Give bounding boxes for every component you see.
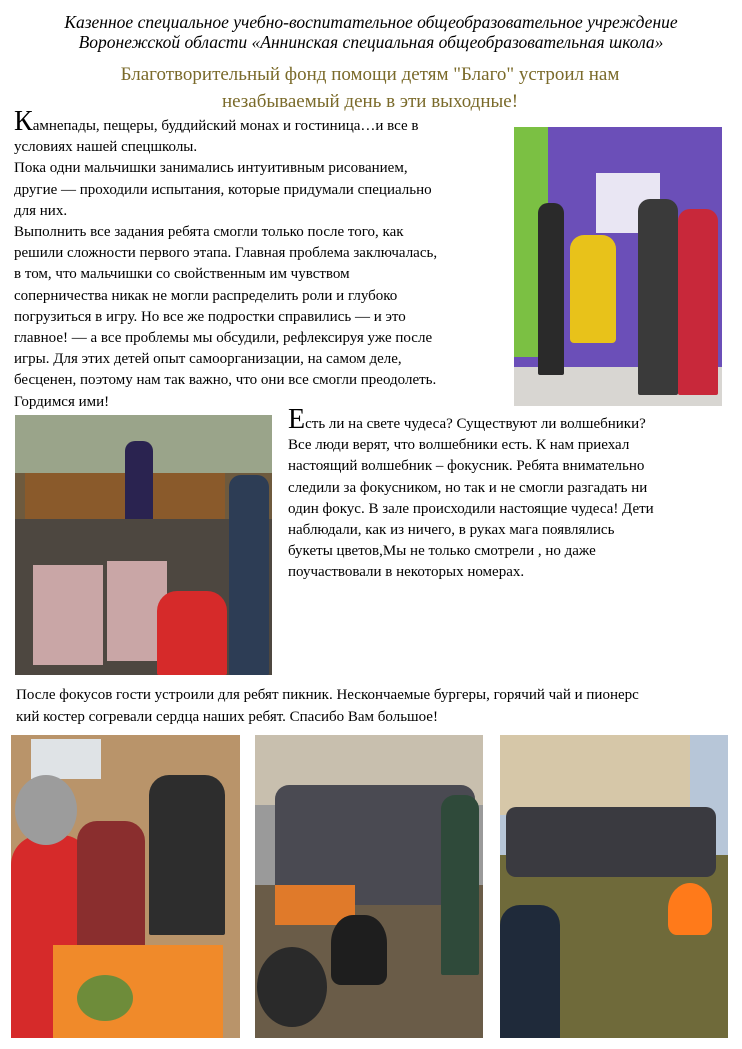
photo-crowd <box>506 807 716 877</box>
drop-cap-k: К <box>14 106 33 137</box>
photo-person <box>638 199 678 395</box>
p1-line: амнепады, пещеры, буддийский монах и гостиница…и все в <box>32 118 419 134</box>
paragraph-magician <box>288 404 730 584</box>
photo-person <box>441 795 479 975</box>
photo-red-jacket <box>157 591 227 675</box>
drop-cap-e: Е <box>288 404 306 435</box>
photo-bonfire <box>500 735 728 1038</box>
p2-line: настоящий волшебник – фокусник. Ребята внимательно <box>288 458 645 475</box>
photo-magician <box>125 441 153 525</box>
headline-line-1: Благотворительный фонд помощи детям "Благо" устроил нам <box>120 64 620 85</box>
photo-hat <box>257 947 327 1027</box>
p2-line: поучаствовали в некоторых номерах. <box>288 564 525 581</box>
article-headline <box>40 61 700 115</box>
photo-person <box>500 905 560 1038</box>
photo-raincoat <box>570 235 616 343</box>
p1-line: Выполнить все задания ребята смогли только после того, как <box>14 224 404 241</box>
paragraph-picnic <box>16 685 742 728</box>
paragraph-quest <box>14 106 510 413</box>
p1-line: в том, что мальчишки со свойственным им чувством <box>14 266 350 283</box>
p1-line: бесценен, поэтому нам так важно, что они все смогли преодолеть. <box>14 372 437 389</box>
photo-building <box>500 735 690 815</box>
p1-line: другие — проходили испытания, которые придумали специально <box>14 181 432 198</box>
photo-picnic-yard <box>255 735 483 1038</box>
school-name-line-2: Воронежской области «Аннинская специальная общеобразовательная школа» <box>78 32 664 52</box>
p1-line: Пока одни мальчишки занимались интуитивным рисованием, <box>14 160 408 177</box>
p1-line: игры. Для этих детей опыт самоорганизации, на самом деле, <box>14 351 402 368</box>
p1-line: соперничества никак не могли распределить роли и глубоко <box>14 287 398 304</box>
p2-line: Все люди верят, что волшебники есть. К нам приехал <box>288 437 630 454</box>
photo-window <box>31 739 101 779</box>
p2-line: следили за фокусником, но так и не смогли разгадать ни <box>288 479 648 496</box>
headline-line-2: незабываемый день в эти выходные! <box>221 91 519 112</box>
p3-line: кий костер согревали сердца наших ребят. Спасибо Вам большое! <box>16 708 438 725</box>
photo-bowl <box>77 975 133 1021</box>
photo-corridor <box>514 127 722 406</box>
p2-line: букеты цветов,Мы не только смотрели , но даже <box>288 543 596 560</box>
p1-line: погрузиться в игру. Но все же подростки справились — и это <box>14 308 406 325</box>
p1-line: Гордимся ими! <box>14 393 110 410</box>
p1-line: условиях нашей спецшколы. <box>14 139 198 156</box>
photo-person <box>77 821 145 951</box>
p3-line: После фокусов гости устроили для ребят пикник. Нескончаемые бургеры, горячий чай и пионерс <box>16 687 639 703</box>
photo-person <box>229 475 269 675</box>
photo-magician-hall <box>15 415 272 675</box>
p1-line: для них. <box>14 202 68 219</box>
p2-line: сть ли на свете чудеса? Существуют ли волшебники? <box>305 416 646 432</box>
p2-line: один фокус. В зале происходили настоящие чудеса! Дети <box>288 500 654 517</box>
photo-chair <box>33 565 103 665</box>
photo-fire <box>668 883 712 935</box>
photo-person <box>538 203 564 375</box>
p2-line: наблюдали, как из ничего, в руках мага появлялись <box>288 522 615 539</box>
school-name-line-1: Казенное специальное учебно-воспитательное общеобразовательное учреждение <box>64 12 678 32</box>
school-name <box>0 12 742 52</box>
p1-line: решили сложности первого этапа. Главная проблема заключалась, <box>14 245 438 262</box>
photo-person <box>149 775 225 935</box>
photo-bag <box>331 915 387 985</box>
photo-picnic-food <box>11 735 240 1038</box>
p1-line: главное! — а все проблемы мы обсудили, рефлексируя уже после <box>14 330 433 347</box>
photo-red-hoodie <box>678 209 718 395</box>
photo-hat <box>15 775 77 845</box>
